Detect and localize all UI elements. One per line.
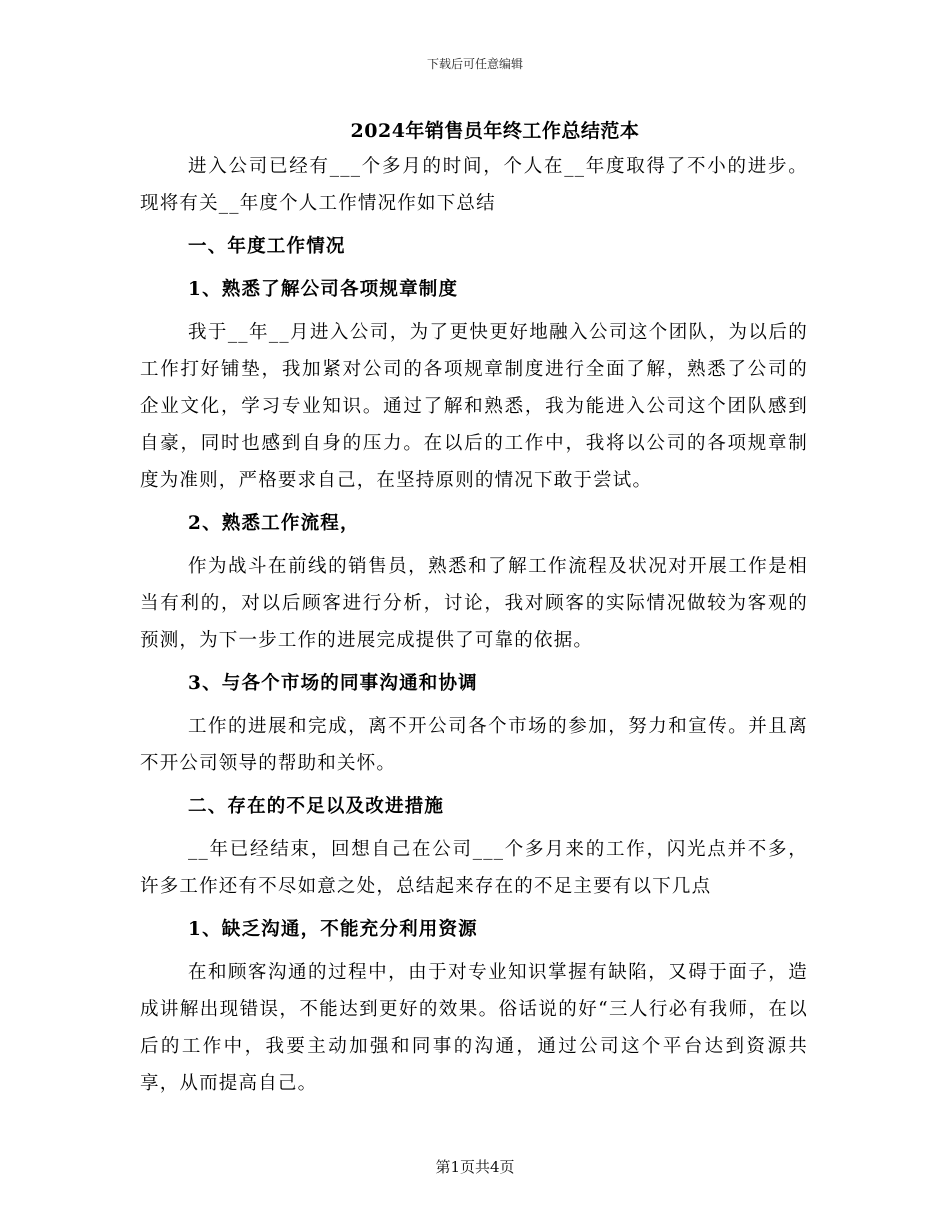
page-footer: 第1页共4页 [435, 1158, 515, 1176]
paragraph-rules: 我于__年__月进入公司，为了更快更好地融入公司这个团队，为以后的工作打好铺垫，我加紧对公司的各项规章制度进行全面了解，熟悉了公司的企业文化，学习专业知识。通过了解和熟悉，我为能进入公司这个团队感到自豪，同时也感到自身的压力。在以后的工作中，我将以公司的各项规章制度为准则，严格要求自己，在坚持原则的情况下敢于尝试。 [140, 322, 808, 491]
section-heading-2: 二、存在的不足以及改进措施 [188, 796, 445, 817]
paragraph-shortcomings: __年已经结束，回想自己在公司___个多月来的工作，闪光点并不多，许多工作还有不尽如意之处，总结起来存在的不足主要有以下几点 [140, 839, 808, 897]
section-heading-1: 一、年度工作情况 [188, 236, 346, 257]
document-body [140, 148, 808, 1102]
subheading-1-3: 3、与各个市场的同事沟通和协调 [188, 673, 478, 694]
paragraph-intro: 进入公司已经有___个多月的时间，个人在__年度取得了不小的进步。现将有关__年度个人工作情况作如下总结 [140, 156, 808, 214]
paragraph-workflow: 作为战斗在前线的销售员，熟悉和了解工作流程及状况对开展工作是相当有利的，对以后顾客进行分析，讨论，我对顾客的实际情况做较为客观的预测，为下一步工作的进展完成提供了可靠的依据。 [140, 556, 808, 651]
document-title: 2024年销售员年终工作总结范本 [350, 120, 640, 142]
subheading-2-1: 1、缺乏沟通，不能充分利用资源 [188, 919, 478, 940]
paragraph-colleagues: 工作的进展和完成，离不开公司各个市场的参加，努力和宣传。并且离不开公司领导的帮助和关怀。 [140, 716, 808, 774]
subheading-1-1: 1、熟悉了解公司各项规章制度 [188, 279, 459, 300]
header-note: 下载后可任意编辑 [426, 57, 523, 71]
paragraph-communication: 在和顾客沟通的过程中，由于对专业知识掌握有缺陷，又碍于面子，造成讲解出现错误，不能达到更好的效果。俗话说的好“三人行必有我师，在以后的工作中，我要主动加强和同事的沟通，通过公司这个平台达到资源共享，从而提高自己。 [140, 962, 808, 1094]
subheading-1-2: 2、熟悉工作流程， [188, 513, 360, 534]
